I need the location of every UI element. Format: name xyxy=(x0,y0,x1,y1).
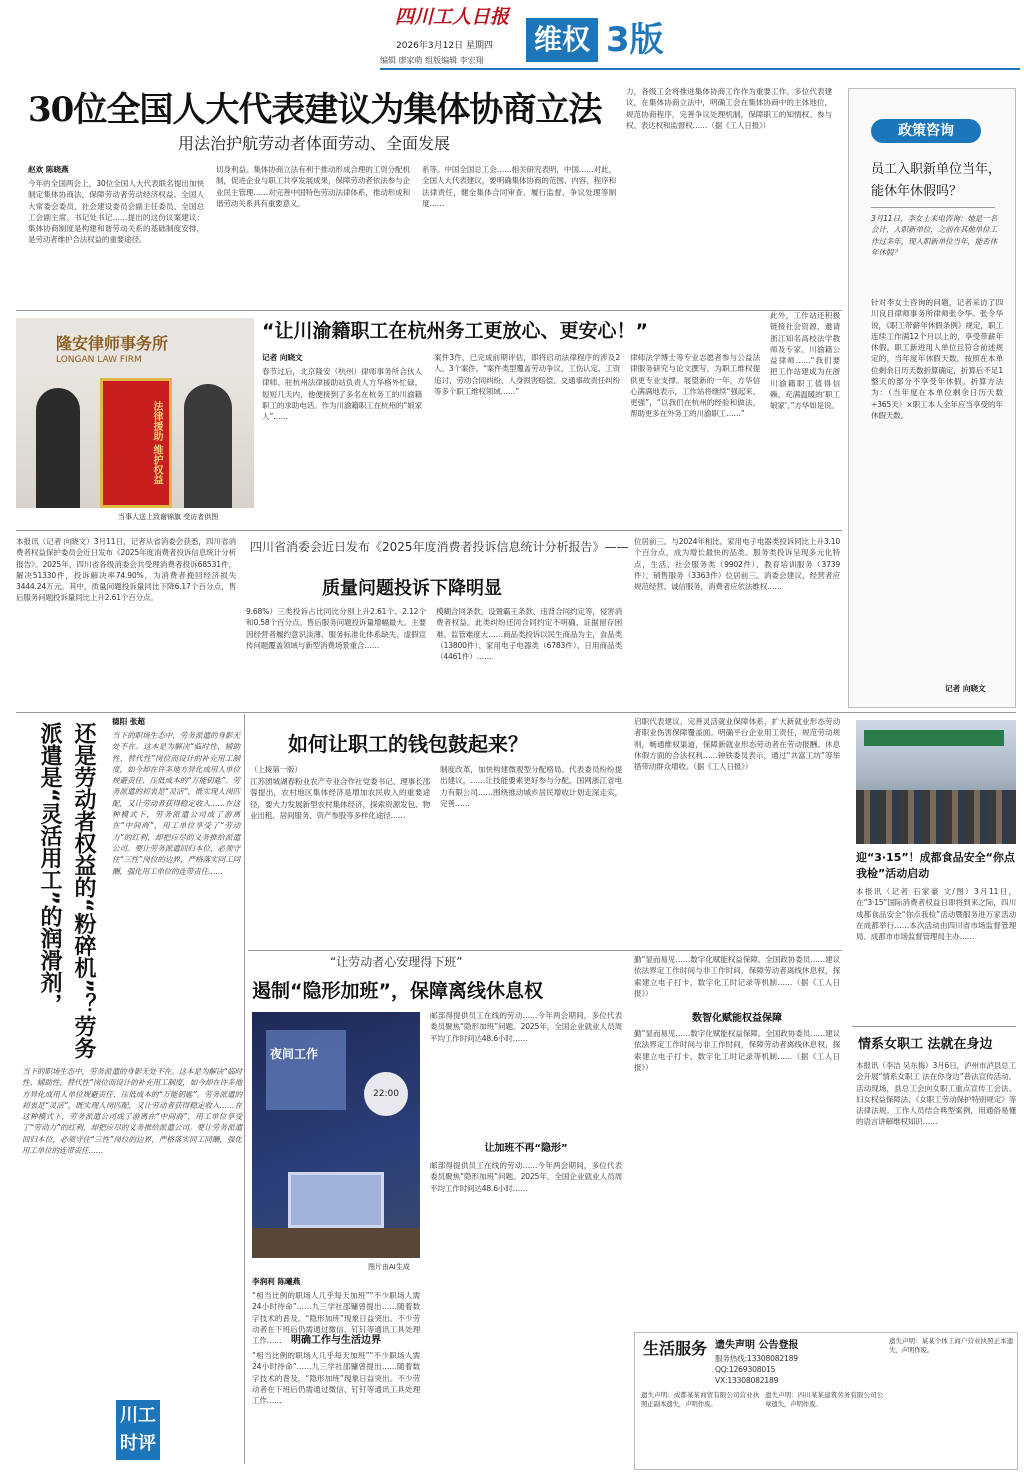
photo-sign-en: LONGAN LAW FIRM xyxy=(56,355,142,365)
masthead xyxy=(0,0,1024,72)
left-column-divider xyxy=(244,714,245,1464)
overtime-column-2b: 邮部得提供员工在线的劳动……今年两会期间，多位代表委员聚焦“隐形加班”问题。2025年，全国企业就业人员周平均工作时间达48.6小时…… xyxy=(430,1161,622,1193)
lawyer-column-4: 此外，工作站还积极链接社会资源，邀请浙江知名高校法学教师及专家、川渝籍公益律师……“我们要把工作站建成为在浙川渝籍职工值得信赖、充满温暖的‘职工娘家’。”方华如是说。 xyxy=(770,311,840,411)
policy-intro: 3月11日，李女士来电咨询：她是一名会计，入职新单位，之前在其他单位工作过多年，现入职新单位当年，能否休年休假？ xyxy=(871,214,997,257)
fair-photo xyxy=(856,720,1016,844)
consumer-column-2: 9.68%）三类投诉占比同比分别上升2.61个、2.12个和0.58个百分点。售后服务问题投诉量增幅最大。主要因经营者履约意识淡薄、服务标准化体系缺失、虚假宣传问题覆盖领域与新型消费场景重合…… xyxy=(246,607,426,650)
lead-column-3: 系等。中国全国总工会……相关研究表明，中国……对此，全国人大代表建议，要明确集体协商的范围、内容、程序和法律责任，健全集体合同审查、履行监督、争议处理等制度…… xyxy=(422,165,616,208)
lead-column-1: 今年的全国两会上，30位全国人大代表联名提出加快制定集体协商法，保障劳动者劳动经济权益。全国人大常委会委员、社会建设委员会副主任委员、全国总工会副主席、书记处书记……提出的这份议案建议：集体协商制度是构建和谐劳动关系的基础制度安排，是劳动者维护合法权益的重要途径。 xyxy=(28,179,204,245)
lead-column-4: 力，各级工会将推进集体协商工作作为重要工作。多位代表建议，在集体协商立法中，明确工会在集体协商中的主体地位，规范协商程序，完善争议处理机制，保障职工的知情权、参与权、表达权和监督权……（据《工人日报》） xyxy=(626,87,832,130)
overtime-column-2: 邮部得提供员工在线的劳动……今年两会期间，多位代表委员聚焦“隐形加班”问题。2025年，全国企业就业人员周平均工作时间达48.6小时…… xyxy=(430,1011,622,1043)
commentary-title: 还是劳动者权益的“粉碎机”？劳务派遣是“灵活用工”的润滑剂， xyxy=(37,722,96,1059)
clock-time: 22:00 xyxy=(373,1089,399,1099)
illustration-window xyxy=(266,1030,346,1110)
fair-caption: 迎“3·15”！成都食品安全“你点我检”活动启动 xyxy=(856,851,1015,880)
policy-header-label: 政策咨询 xyxy=(898,123,954,139)
income-divider xyxy=(248,950,842,951)
lead-divider xyxy=(16,310,842,311)
desk xyxy=(252,1228,420,1258)
overtime-column-1b: “相当比例的职场人几乎每天加班”“不少职场人需24小时待命”……九三学社邵镛曾提出……随着数字技术的普及，“隐形加班”现象日益突出。不少劳动者在下班后仍需通过微信、钉钉等通讯工具处理工作…… xyxy=(252,1351,420,1406)
lawyer-photo xyxy=(16,318,254,508)
classified-item-2: 遗失声明：四川某某建筑劳务有限公司公章遗失，声明作废。 xyxy=(765,1391,883,1408)
fair-text: 本报讯（记者 石家豪 文/图）3月11日，在“3·15”国际消费者权益日即将到来之际，四川成都食品安全“你点我检”活动暨服务进万家活动在成都举行……本次活动由四川省市场监督管理局、成都市市场监督管理局主办…… xyxy=(856,887,1016,942)
classified-item-3: 遗失声明：某某个体工商户营业执照正本遗失，声明作废。 xyxy=(889,1337,1013,1354)
commentary-byline: 德阳 张超 xyxy=(112,717,146,726)
income-column-3: 启职代表建议，完善灵活就业保障体系，扩大新就业形态劳动者职业伤害保障覆盖面。明确平台企业用工责任，规范劳动规则，畅通维权渠道，保障新就业形态劳动者在劳动报酬、休息休假方面的合法权利……钟铁委员表示，通过“共富工坊”等举措带动群众增收。（据《工人日报》） xyxy=(634,717,840,772)
overtime-byline: 李润利 陈曦燕 xyxy=(252,1277,301,1286)
overtime-subhead-2: 让加班不再“隐形” xyxy=(484,1143,568,1154)
consumer-divider xyxy=(16,712,1016,713)
women-title: 情系女职工 法就在身边 xyxy=(858,1037,993,1052)
lead-byline: 赵欢 陈晓燕 xyxy=(28,165,69,174)
classifieds-box xyxy=(634,1332,1018,1470)
editors-line: 编辑 廖家萌 组版编辑 李宏翔 xyxy=(380,56,484,65)
right-divider xyxy=(852,1026,1016,1027)
women-text: 本报讯（李洁 吴东梅）3月6日，泸州市泸县总工会开展“情系女职工 法在你身边”普法宣传活动。活动现场，县总工会向女职工重点宣传工会法、妇女权益保障法、《女职工劳动保护特别规定》等法律法规。工作人员结合典型案例，用通俗易懂的语言讲解维权知识…… xyxy=(856,1061,1016,1127)
policy-box xyxy=(848,88,1016,708)
overtime-column-1: “相当比例的职场人几乎每天加班”“不少职场人需24小时待命”……九三学社邵镛曾提出……随着数字技术的普及，“隐形加班”现象日益突出。不少劳动者在下班后仍需通过微信、钉钉等通讯工具处理工作…… xyxy=(252,1291,420,1346)
issue-date: 2026年3月12日 星期四 xyxy=(396,41,493,51)
consumer-column-4: 位居前三。与2024年相比，家用电子电器类投诉同比上升3.10个百分点，成为增长最快的品类。服务类投诉呈现多元化特点，生活、社会服务类（9902件）、教育培训服务（3739件）、销售服务（3363件）位居前三。消委会建议，经营者应规范经营、诚信服务，消费者应依法维权…… xyxy=(634,537,840,592)
section-label: 维权 xyxy=(533,23,590,56)
income-column-2: 制度改革，加快构建微观型分配格局。代表委员纷纷提出建议，……让技能要素更好参与分配。国网浙江省电力有限公司……围绕推动城乡居民增收计划走深走实，完善…… xyxy=(440,765,622,808)
consumer-kicker: 四川省消委会近日发布《2025年度消费者投诉信息统计分析报告》—— xyxy=(250,540,629,554)
policy-header xyxy=(871,119,981,143)
policy-question: 员工入职新单位当年，能休年休假吗？ xyxy=(871,162,1002,199)
lawyer-divider xyxy=(16,530,842,531)
commentary-tag-2: 时评 xyxy=(120,1433,156,1454)
silk-banner xyxy=(100,378,172,508)
classified-item-1: 遗失声明：成都某某商贸有限公司营业执照正副本遗失，声明作废。 xyxy=(641,1391,759,1408)
illustration-label: 夜间工作 xyxy=(270,1047,319,1061)
consumer-lead-text: 本报讯（记者 向晓文）3月11日，记者从省消委会获悉，四川省消费者权益保护委员会近日发布《2025年度消费者投诉信息统计分析报告》。2025年，四川省各级消委会共受理消费者投诉68531件，解决51330件，投诉解决率74.90%，为消费者挽回经济损失3444.24万元。其中，质量问题投诉量同比下降6.17个百分点，售后服务问题投诉量同比上升2.61个百分点。 xyxy=(16,537,236,603)
classifieds-phone-1: 服务热线:13308082189 xyxy=(715,1354,798,1363)
photo-sign: 隆安律师事务所 xyxy=(56,334,169,353)
crowd xyxy=(856,790,1016,844)
income-column-1: 江苏团城湖春粉业农产专业合作社党委书记、理事长邵蓉提出，农村地区集体经济是增加农民收入的重要途径，要大力发展新型农村集体经济，探索资源发包、物业出租、居间服务、资产参股等多样化途径…… xyxy=(250,777,430,820)
overtime-illustration xyxy=(252,1012,420,1258)
income-from-prev: （上接第一版） xyxy=(250,765,302,774)
overtime-column-3: 勤”显而易见……数字化赋能权益保障。全国政协委员……建议依法界定工作时间与非工作时间，保障劳动者离线休息权，探索建立电子打卡、数字化工时记录等机制……（据《工人日报》） xyxy=(634,955,840,998)
overtime-image-caption: 图片由AI生成 xyxy=(368,1263,410,1271)
lawyer-title: “让川渝籍职工在杭州务工更放心、更安心！” xyxy=(262,320,648,342)
policy-byline: 记者 向晓文 xyxy=(945,684,986,693)
consumer-title: 质量问题投诉下降明显 xyxy=(322,578,502,599)
fair-banner xyxy=(864,730,1004,746)
lawyer-column-3: 律师法学博士等专业志愿者参与公益法律服务研究与论文撰写，为职工维权提供更专业支撑。展望新的一年，方华信心满满地表示，工作站将继续“强起来、更强”，“以我们在杭州的经验和做法，帮助更多在外务工的川渝职工……” xyxy=(630,353,760,419)
masthead-divider xyxy=(380,68,1020,70)
overtime-title: 遏制“隐形加班”，保障离线休息权 xyxy=(252,980,543,1002)
classifieds-phone-2: QQ:1269308015 xyxy=(715,1365,776,1374)
classifieds-announce: 遗失声明 公告登报 xyxy=(715,1340,799,1351)
overtime-kicker: “让劳动者心安理得下班” xyxy=(330,955,463,969)
lead-subtitle: 用法治护航劳动者体面劳动、全面发展 xyxy=(178,134,451,153)
person-right xyxy=(184,384,232,508)
policy-question-rule xyxy=(871,207,995,208)
commentary-body-2: 当下的职场生态中，劳务派遣的身影无处不在。这本是为解决“临时性、辅助性、替代性”岗位而设计的补充用工制度，如今却在许多地方异化成用人单位规避责任、压低成本的“万能钥匙”。劳务派遣的初衷是“灵活”，既实现人岗匹配，又让劳动者获得稳定收入……在这种模式下，劳务派遣公司成了游离在“中间商”，用工单位享受了“劳动力”的红利，却把应尽的义务推给派遣公司。要让劳务派遣回归本位，必须守住“三性”岗位的边界，严格落实同工同酬，强化用工单位的连带责任…… xyxy=(22,1067,242,1156)
lead-title: 30位全国人大代表建议为集体协商立法 xyxy=(28,90,602,130)
overtime-column-3b: 勤”显而易见……数字化赋能权益保障。全国政协委员……建议依法界定工作时间与非工作时间，保障劳动者离线休息权，探索建立电子打卡、数字化工时记录等机制……（据《工人日报》） xyxy=(634,1029,840,1072)
banner-text: 法律援助 维护权益 xyxy=(151,401,162,485)
classifieds-title: 生活服务 xyxy=(643,1339,708,1358)
classifieds-phone-3: VX:13308082189 xyxy=(715,1376,779,1385)
commentary-tag xyxy=(116,1400,160,1460)
lawyer-column-1: 春节过后，北京隆安（杭州）律师事务所合伙人律师、驻杭州法律援助站负责人方华格外忙碌。短短几天内，他便接到了多名在杭务工的川渝籍职工的求助电话。作为川渝籍职工在杭州的“娘家人”…… xyxy=(262,367,422,422)
clock-icon xyxy=(364,1072,408,1116)
newspaper-logo: 四川工人日报 xyxy=(395,6,510,28)
section-badge xyxy=(526,18,598,62)
overtime-subhead-1: 明确工作与生活边界 xyxy=(291,1335,381,1346)
income-title: 如何让职工的钱包鼓起来？ xyxy=(288,732,528,756)
commentary-body: 当下的职场生态中，劳务派遣的身影无处不在。这本是为解决“临时性、辅助性、替代性”岗位而设计的补充用工制度，如今却在许多地方异化成用人单位规避责任、压低成本的“万能钥匙”。劳务派遣的初衷是“灵活”，既实现人岗匹配，又让劳动者获得稳定收入……在这种模式下，劳务派遣公司成了游离在“中间商”，用工单位享受了“劳动力”的红利，却把应尽的义务推给派遣公司。要让劳务派遣回归本位，必须守住“三性”岗位的边界，严格落实同工同酬，强化用工单位的连带责任…… xyxy=(112,731,240,876)
lead-column-2: 切身利益。集体协商立法有利于推动形成合理的工资分配机制，促进企业与职工共享发展成果，保障劳动者依法参与企业民主管理……对完善中国特色劳动法律体系，推动形成和谐劳动关系具有重要意义。 xyxy=(216,165,410,208)
policy-answer: 针对李女士咨询的问题，记者采访了四川良目律师事务所律师张令华。张令华说，《职工带薪年休假条例》规定，职工连续工作满12个月以上的，享受带薪年休假。职工新进用人单位且符合前述规定的，当年度年休假天数，按照在本单位剩余日历天数折算确定，折算后不足1整天的部分不享受年休假。折算方法为：（当年度在本单位剩余日历天数÷365天）×职工本人全年应当享受的年休假天数。 xyxy=(871,298,1003,420)
lawyer-byline: 记者 向晓文 xyxy=(262,353,303,362)
laptop-icon xyxy=(288,1172,384,1228)
lawyer-photo-caption: 当事人送上致谢锦旗 受访者供图 xyxy=(118,513,219,521)
page-number: 3版 xyxy=(606,20,664,60)
lawyer-column-2: 案件3件，已完成前期评估，即将启动法律程序的涉及2人、3个案件。“案件类型覆盖劳动争议、工伤认定、工资追讨、劳动合同纠纷、人身损害赔偿、交通事故责任纠纷等多个职工维权领域……” xyxy=(434,353,620,396)
person-left xyxy=(36,388,80,508)
commentary-tag-1: 川工 xyxy=(120,1405,156,1426)
overtime-subhead-3: 数智化赋能权益保障 xyxy=(692,1013,782,1024)
consumer-column-3: 模糊合同条款、设置霸王条款、违背合同约定等，侵害消费者权益。此类纠纷还同合同约定不明确、证据留存困难、监管难度大……商品类投诉以民生商品为主，食品类（13800件）、家用电子电器类（6783件）、日用商品类（4461件）…… xyxy=(436,607,622,662)
